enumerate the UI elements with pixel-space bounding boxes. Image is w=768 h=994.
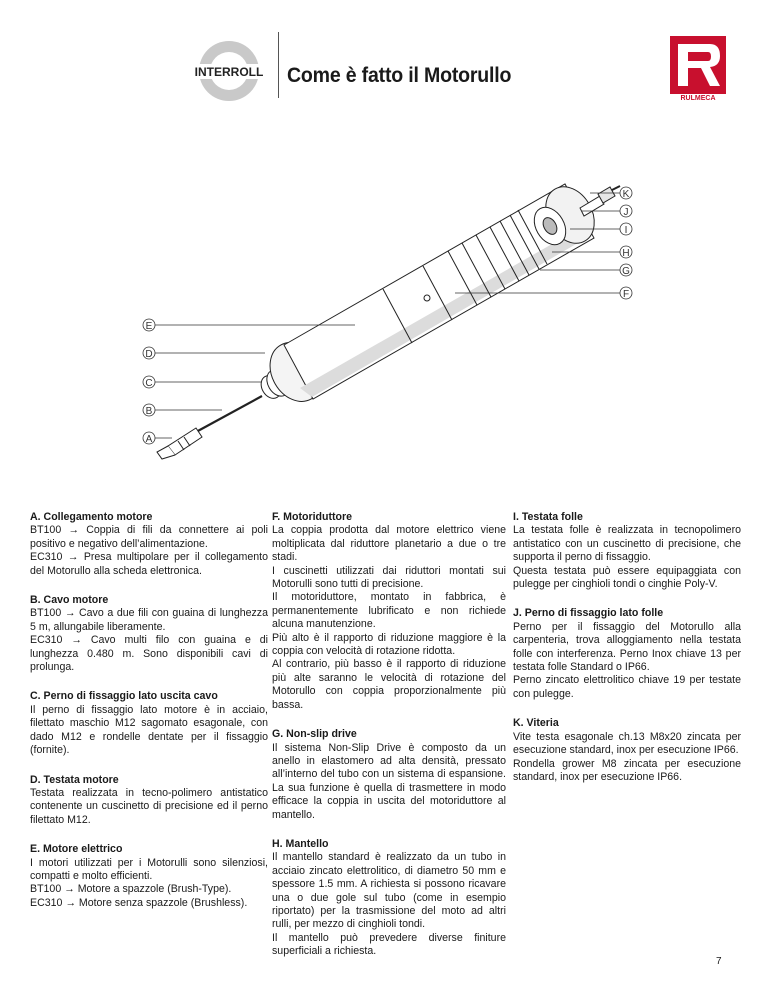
section-f-motoriduttore (272, 511, 506, 712)
motor-cable (196, 396, 262, 432)
section-text: I motori utilizzati per i Motorulli sono silenziosi, compatti e molto efficienti. (30, 856, 268, 882)
callout-f (620, 287, 632, 300)
section-text: Questa testata può essere equipaggiata con pulegge per cinghioli tondi o cinghie Poly-V. (513, 564, 741, 591)
section-title: B. Cavo motore (30, 594, 109, 607)
section-c-perno-lato-cavo (30, 690, 268, 757)
svg-text:A: A (145, 434, 153, 445)
callout-h (620, 246, 632, 259)
section-text: EC310 → Cavo multi filo con guaina e di lunghezza 0.480 m. Sono disponibili cavi di prolunga. (30, 634, 268, 674)
callout-k (620, 187, 632, 200)
section-d-testata-motore (30, 774, 268, 828)
section-a-collegamento-motore (30, 511, 268, 578)
callout-i (620, 223, 632, 236)
callout-c (143, 376, 155, 389)
section-text: Il mantello può prevedere diverse finiture superficiali a richiesta. (272, 931, 506, 958)
callout-j (620, 205, 632, 218)
section-title: D. Testata motore (30, 773, 119, 786)
section-text: BT100 → Cavo a due fili con guaina di lunghezza 5 m, allungabile liberamente. (30, 607, 268, 633)
section-text: BT100 → Coppia di fili da connettere ai poli positivo e negativo dell’alimentazione. (30, 524, 268, 550)
section-text: Il motoriduttore, montato in fabbrica, è permanentemente lubrificato e non richiede alcuna manutenzione. (272, 591, 506, 631)
section-g-non-slip-drive (272, 728, 506, 822)
svg-text:H: H (622, 248, 630, 259)
section-title: C. Perno di fissaggio lato uscita cavo (30, 690, 218, 703)
section-text: Il mantello standard è realizzato da un tubo in acciaio zincato elettrolitico, di diametro 50 mm e spessore 1.5 mm. A richiesta si possono ricavare una o due gole sul tubo (come in esempio riportato) per la trasmissione del moto ad altri rulli, per mezzo di cinghioli tondi. (272, 851, 506, 931)
svg-text:D: D (145, 349, 153, 360)
svg-text:G: G (622, 266, 630, 277)
section-title: A. Collegamento motore (30, 511, 153, 523)
section-title: K. Viteria (513, 717, 559, 730)
page-title: Come è fatto il Motorullo (287, 64, 512, 87)
svg-text:F: F (622, 289, 630, 300)
section-text: La testata folle è realizzata in tecnopolimero antistatico con un cuscinetto di precisione, che supporta il perno di fissaggio. (513, 524, 741, 564)
callout-a (143, 432, 155, 445)
section-j-perno-lato-folle (513, 607, 741, 701)
section-text: La coppia prodotta dal motore elettrico viene moltiplicata dal riduttore planetario a due o tre stadi. (272, 524, 506, 564)
section-text: Perno zincato elettrolitico chiave 19 per testate con pulegge. (513, 674, 741, 700)
svg-text:C: C (145, 378, 153, 389)
section-text: EC310 → Presa multipolare per il collegamento del Motorullo alla scheda elettronica. (30, 551, 268, 577)
text-column-1 (30, 511, 268, 926)
text-column-2 (272, 511, 506, 975)
callout-e (143, 319, 155, 332)
page-number: 7 (716, 956, 722, 967)
section-text: I cuscinetti utilizzati dai riduttori montati sui Motorulli sono tutti di precisione. (272, 564, 506, 591)
section-title: G. Non-slip drive (272, 728, 357, 741)
section-text: Vite testa esagonale ch.13 M8x20 zincata per esecuzione standard, inox per esecuzione IP66. (513, 730, 741, 757)
svg-text:J: J (623, 207, 629, 218)
callout-g (620, 264, 632, 277)
section-e-motore-elettrico (30, 843, 268, 910)
svg-text:I: I (624, 225, 628, 236)
section-text: Rondella grower M8 zincata per esecuzione standard, inox per esecuzione IP66. (513, 757, 741, 783)
section-k-viteria (513, 717, 741, 784)
svg-text:K: K (622, 189, 630, 200)
section-text: Il sistema Non-Slip Drive è composto da un anello in elastomero ad alta densità, pressato all’interno del tubo con un sistema di espansione. La sua funzione è quella di trasmettere in modo efficace la coppia in uscita del motoriduttore al mantello. (272, 741, 506, 821)
section-text: Il perno di fissaggio lato motore è in acciaio, filettato maschio M12 sagomato esagonale, con dado M12 e rondelle dentate per il fissaggio (fornite). (30, 703, 268, 757)
section-title: J. Perno di fissaggio lato folle (513, 607, 664, 620)
svg-text:E: E (145, 321, 153, 332)
section-title: E. Motore elettrico (30, 843, 123, 856)
section-title: I. Testata folle (513, 511, 583, 523)
motor-connector (157, 428, 202, 459)
section-b-cavo-motore (30, 594, 268, 674)
section-text: Più alto è il rapporto di riduzione maggiore è la coppia con velocità di rotazione ridotta. (272, 631, 506, 658)
section-text: EC310 → Motore senza spazzole (Brushless). (30, 896, 248, 909)
section-text: Al contrario, più basso è il rapporto di riduzione più alte saranno le velocità di rotazione del Motorullo con coppia proporzionalmente più bassa. (272, 658, 506, 711)
rulmeca-logo-text: RULMECA (680, 95, 716, 102)
section-text: BT100 → Motore a spazzole (Brush-Type). (30, 883, 232, 896)
callout-b (143, 404, 155, 417)
section-text: Perno per il fissaggio del Motorullo alla carpenteria, trova alloggiamento nella testata folle con interferenza. Perno Inox chiave 13 per testata folle Standard o IP66. (513, 620, 741, 674)
section-h-mantello (272, 838, 506, 959)
section-title: F. Motoriduttore (272, 511, 353, 523)
section-title: H. Mantello (272, 837, 329, 850)
text-column-3 (513, 511, 741, 800)
section-text: Testata realizzata in tecno-polimero antistatico contenente un cuscinetto di precisione ed il perno filettato M12. (30, 786, 268, 826)
svg-text:B: B (145, 406, 153, 417)
callout-d (143, 347, 155, 360)
interroll-logo-text: INTERROLL (194, 65, 264, 79)
section-i-testata-folle (513, 511, 741, 591)
